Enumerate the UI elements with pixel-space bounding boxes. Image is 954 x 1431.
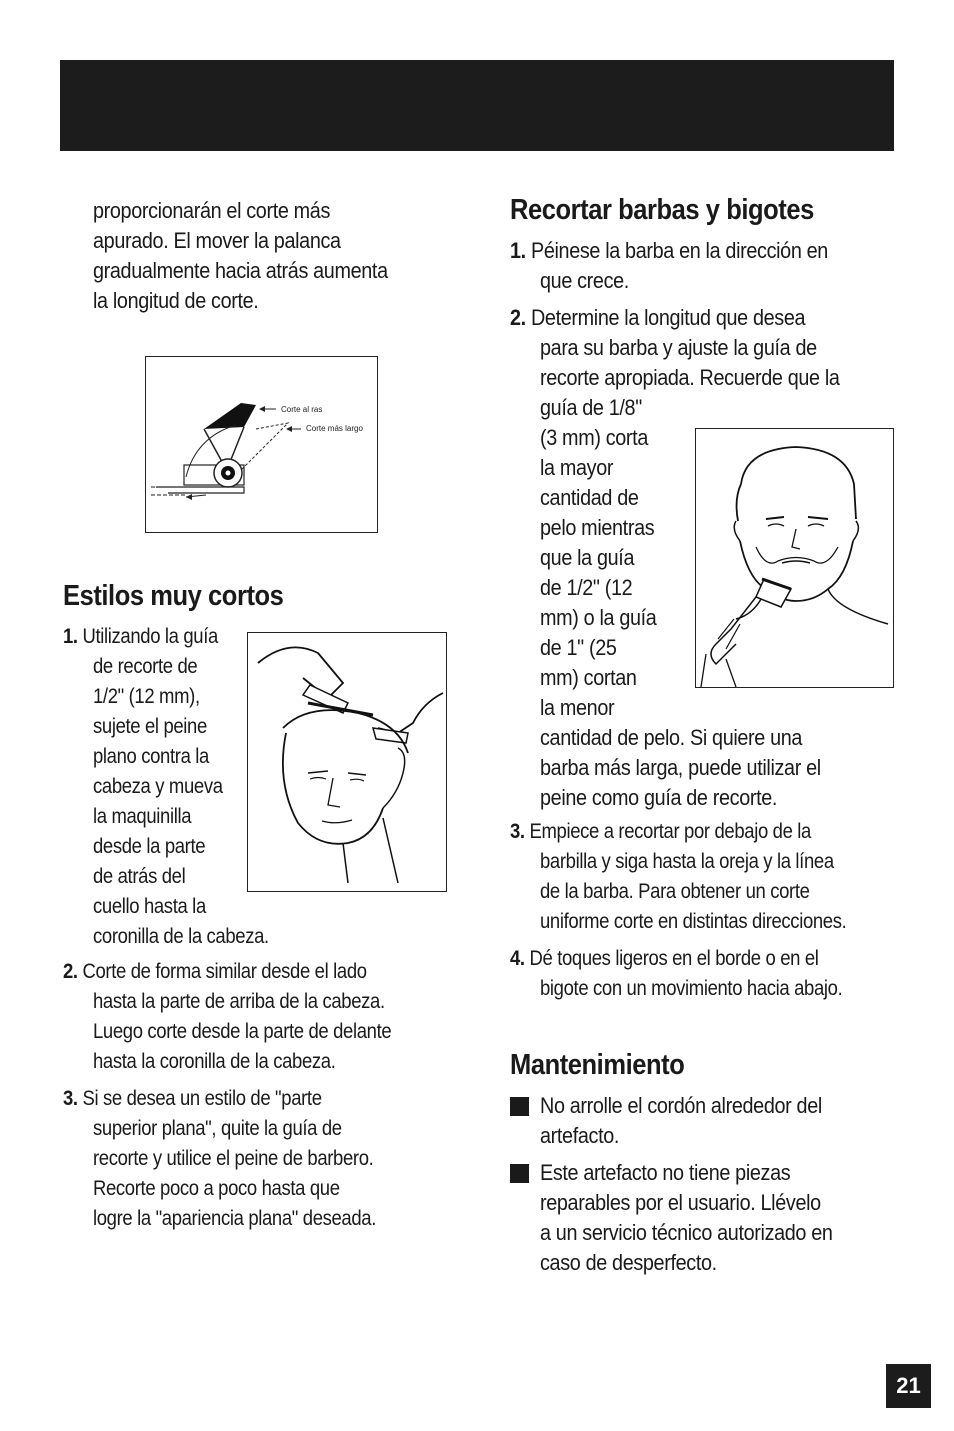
beard-step-1-line xyxy=(510,236,828,266)
step-line: la maquinilla xyxy=(93,805,192,828)
bullet-line: reparables por el usuario. Llévelo xyxy=(540,1190,821,1215)
intro-line: la longitud de corte. xyxy=(93,288,259,313)
short-styles-heading: Estilos muy cortos xyxy=(63,580,284,612)
step-line: hasta la coronilla de la cabeza. xyxy=(93,1050,336,1073)
step-number: 2. xyxy=(510,305,526,330)
step-line: mm) cortan xyxy=(540,665,637,690)
step-number: 3. xyxy=(63,1087,78,1110)
bullet-line: artefacto. xyxy=(540,1123,620,1148)
step-line: coronilla de la cabeza. xyxy=(93,925,269,948)
haircut-illustration xyxy=(247,632,447,892)
step-line: desde la parte xyxy=(93,835,206,858)
bullet-square-icon xyxy=(510,1164,529,1183)
step-line: para su barba y ajuste la guía de xyxy=(540,335,817,360)
maintenance-heading: Mantenimiento xyxy=(510,1049,685,1081)
step-line: Luego corte desde la parte de delante xyxy=(93,1020,392,1043)
step-line: recorte y utilice el peine de barbero. xyxy=(93,1147,374,1170)
step-line: hasta la parte de arriba de la cabeza. xyxy=(93,990,385,1013)
step-2-line xyxy=(63,957,367,987)
step-line: logre la "apariencia plana" deseada. xyxy=(93,1207,377,1230)
step-text: Péinese la barba en la dirección en xyxy=(530,238,828,263)
step-line: plano contra la xyxy=(93,745,209,768)
step-line: que la guía xyxy=(540,545,635,570)
label-longer-cut: Corte más largo xyxy=(306,424,363,433)
step-line: uniforme corte en distintas direcciones. xyxy=(540,910,847,933)
step-line: cuello hasta la xyxy=(93,895,206,918)
beard-step-2-line xyxy=(510,303,805,333)
step-text: Utilizando la guía xyxy=(82,625,218,648)
step-line: cantidad de pelo. Si quiere una xyxy=(540,725,803,750)
step-line: de atrás del xyxy=(93,865,186,888)
step-line: cabeza y mueva xyxy=(93,775,223,798)
intro-line: apurado. El mover la palanca xyxy=(93,228,341,253)
step-number: 4. xyxy=(510,947,525,970)
step-line: guía de 1/8" xyxy=(540,395,642,420)
bullet-line: No arrolle el cordón alrededor del xyxy=(540,1093,822,1118)
step-line: de recorte de xyxy=(93,655,198,678)
label-close-cut: Corte al ras xyxy=(281,405,323,414)
bullet-line: caso de desperfecto. xyxy=(540,1250,717,1275)
step-line: barba más larga, puede utilizar el xyxy=(540,755,821,780)
step-number: 2. xyxy=(63,960,78,983)
intro-line: gradualmente hacia atrás aumenta xyxy=(93,258,388,283)
step-line: pelo mientras xyxy=(540,515,655,540)
step-line: de la barba. Para obtener un corte xyxy=(540,880,810,903)
beard-step-3-line xyxy=(510,817,811,847)
step-line: superior plana", quite la guía de xyxy=(93,1117,342,1140)
step-line: cantidad de xyxy=(540,485,639,510)
step-line: mm) o la guía xyxy=(540,605,657,630)
step-text: Determine la longitud que desea xyxy=(530,305,806,330)
step-number: 1. xyxy=(63,625,78,648)
bullet-square-icon xyxy=(510,1097,529,1116)
bullet-line: Este artefacto no tiene piezas xyxy=(540,1160,791,1185)
step-number: 1. xyxy=(510,238,526,263)
step-line: (3 mm) corta xyxy=(540,425,648,450)
lever-diagram-drawing xyxy=(146,357,377,532)
step-line: 1/2" (12 mm), xyxy=(93,685,200,708)
step-text: Si se desea un estilo de "parte xyxy=(82,1087,322,1110)
lever-diagram xyxy=(145,356,378,533)
step-line: que crece. xyxy=(540,268,629,293)
beard-illustration xyxy=(695,428,894,688)
step-1-line xyxy=(63,622,218,652)
step-number: 3. xyxy=(510,820,525,843)
beard-step-4-line xyxy=(510,944,819,974)
step-line: bigote con un movimiento hacia abajo. xyxy=(540,977,843,1000)
step-line: recorte apropiada. Recuerde que la xyxy=(540,365,840,390)
step-line: peine como guía de recorte. xyxy=(540,785,778,810)
step-line: la mayor xyxy=(540,455,614,480)
step-line: de 1/2" (12 xyxy=(540,575,633,600)
step-line: la menor xyxy=(540,695,615,720)
step-text: Corte de forma similar desde el lado xyxy=(82,960,367,983)
beard-drawing xyxy=(696,429,893,687)
step-text: Empiece a recortar por debajo de la xyxy=(529,820,811,843)
step-line: Recorte poco a poco hasta que xyxy=(93,1177,340,1200)
step-line: de 1" (25 xyxy=(540,635,617,660)
bullet-line: a un servicio técnico autorizado en xyxy=(540,1220,833,1245)
step-text: Dé toques ligeros en el borde o en el xyxy=(529,947,819,970)
step-line: barbilla y siga hasta la oreja y la línea xyxy=(540,850,834,873)
page-number: 21 xyxy=(886,1364,931,1408)
beard-heading: Recortar barbas y bigotes xyxy=(510,194,814,226)
step-3-line xyxy=(63,1084,322,1114)
step-line: sujete el peine xyxy=(93,715,207,738)
header-bar xyxy=(60,60,894,151)
intro-line: proporcionarán el corte más xyxy=(93,198,331,223)
haircut-drawing xyxy=(248,633,446,891)
